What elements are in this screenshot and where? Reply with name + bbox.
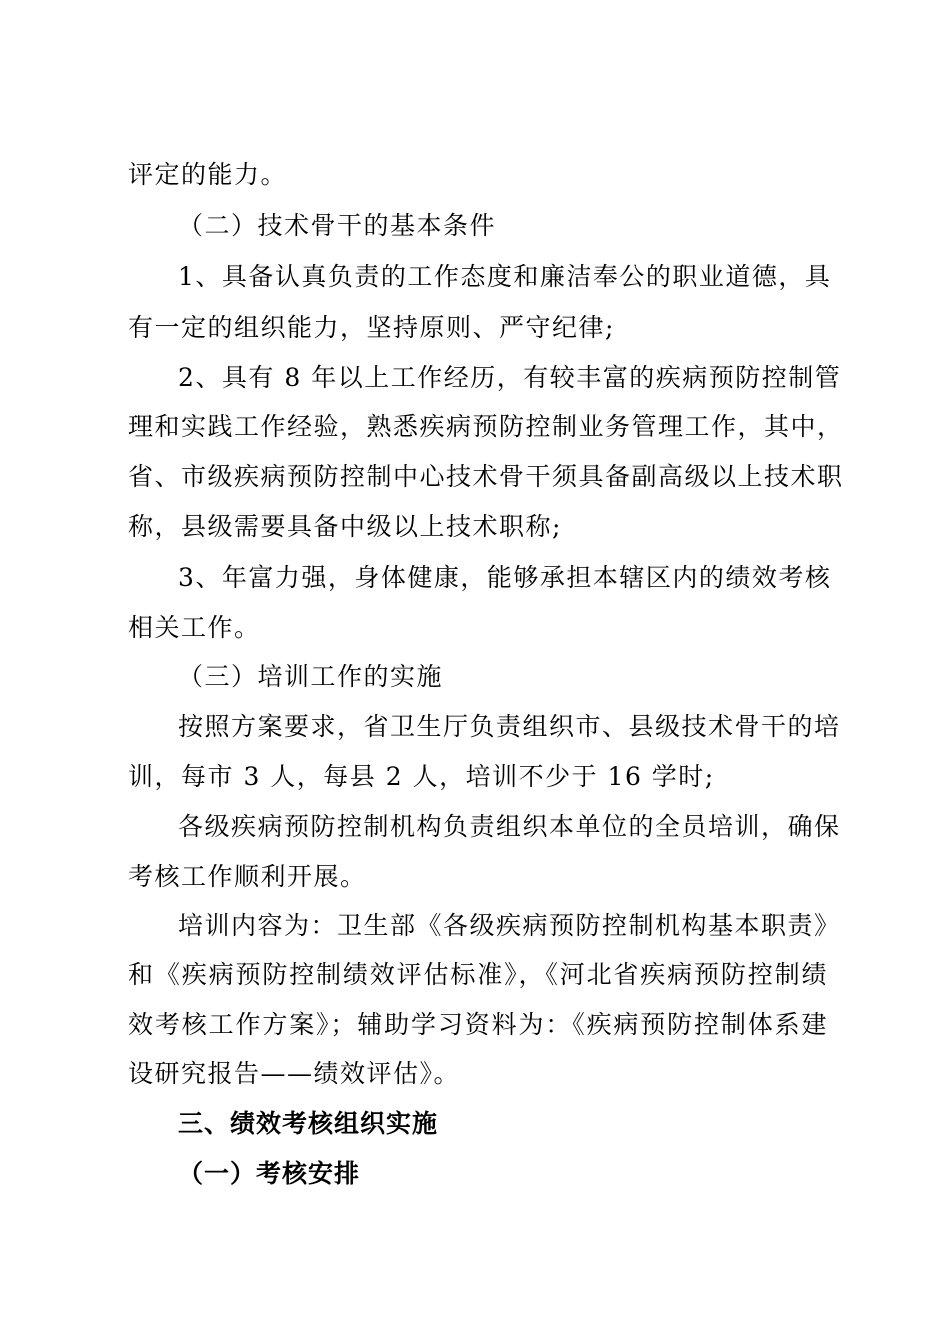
paragraph-line: 评定的能力。	[128, 160, 288, 189]
paragraph-line: 省、市级疾病预防控制中心技术骨干须具备副高级以上技术职	[128, 462, 844, 491]
subsection-heading: （三）培训工作的实施	[178, 662, 444, 691]
subsection-heading: （二）技术骨干的基本条件	[178, 211, 497, 240]
paragraph-line: 相关工作。	[128, 613, 261, 642]
paragraph-line: 有一定的组织能力，坚持原则、严守纪律;	[128, 313, 615, 342]
paragraph-line: 理和实践工作经验，熟悉疾病预防控制业务管理工作，其中，	[128, 412, 844, 441]
paragraph-line: 培训内容为：卫生部《各级疾病预防控制机构基本职责》	[178, 911, 841, 940]
paragraph-line: 和《疾病预防控制绩效评估标准》，《河北省疾病预防控制绩	[128, 960, 828, 989]
paragraph-line: 设研究报告——绩效评估》。	[128, 1059, 461, 1088]
paragraph-line: 2、具有 8 年以上工作经历，有较丰富的疾病预防控制管	[178, 363, 842, 392]
paragraph-line: 考核工作顺利开展。	[128, 862, 367, 891]
section-heading: 三、绩效考核组织实施	[178, 1109, 439, 1138]
paragraph-line: 3、年富力强，身体健康，能够承担本辖区内的绩效考核	[178, 563, 832, 592]
paragraph-line: 训，每市 3 人，每县 2 人，培训不少于 16 学时;	[128, 762, 715, 791]
paragraph-line: 称，县级需要具备中级以上技术职称;	[128, 512, 562, 541]
paragraph-line: 按照方案要求，省卫生厅负责组织市、县级技术骨干的培	[178, 712, 841, 741]
paragraph-line: 1、具备认真负责的工作态度和廉洁奉公的职业道德，具	[178, 262, 832, 291]
paragraph-line: 各级疾病预防控制机构负责组织本单位的全员培训，确保	[178, 812, 841, 841]
subsection-heading: （一）考核安排	[178, 1159, 361, 1188]
paragraph-line: 效考核工作方案》；辅助学习资料为：《疾病预防控制体系建	[128, 1010, 828, 1039]
